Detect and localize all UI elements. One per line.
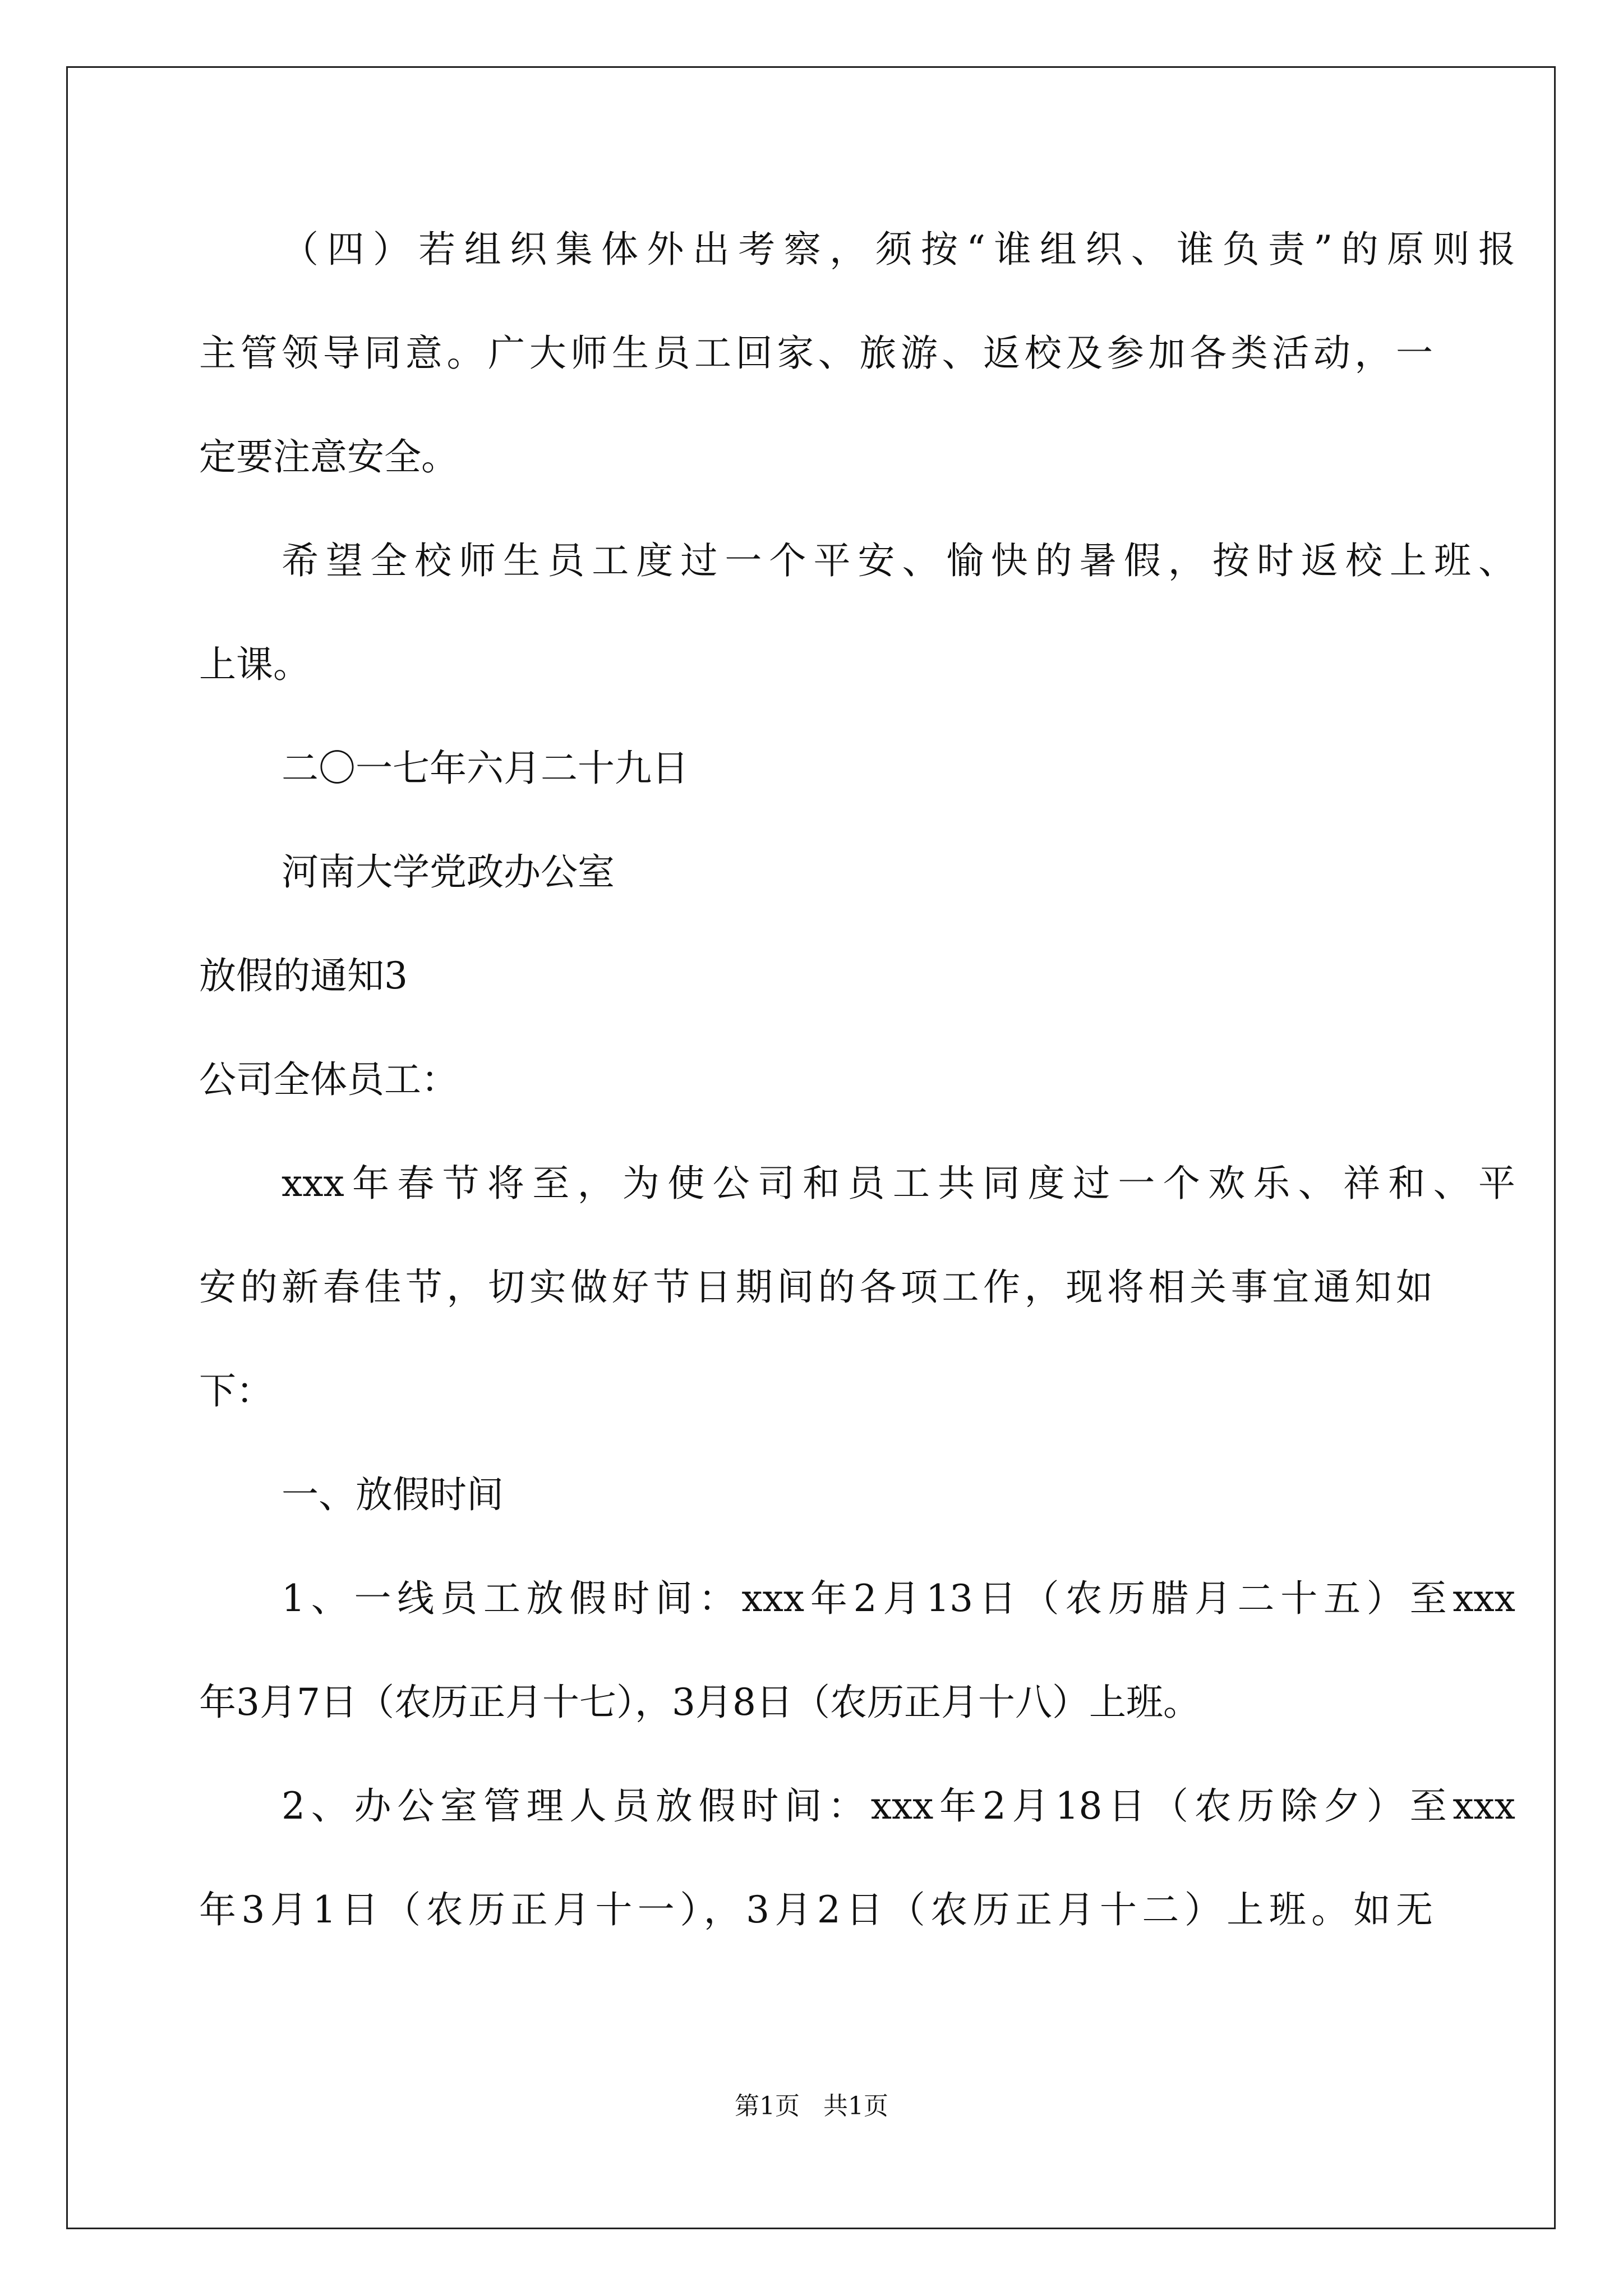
section-heading: 一、放假时间 bbox=[282, 1473, 504, 1516]
text-line-14: 1、一线员工放假时间：xxx年2月13日（农历腊月二十五）至xxx bbox=[282, 1577, 1515, 1620]
text-line-4: 希望全校师生员工度过一个平安、愉快的暑假，按时返校上班、 bbox=[282, 539, 1515, 582]
text-line-2: 主管领导同意。广大师生员工回家、旅游、返校及参加各类活动，一 bbox=[199, 332, 1433, 375]
text-line-1: （四）若组织集体外出考察，须按“谁组织、谁负责”的原则报 bbox=[282, 228, 1515, 271]
text-line-5: 上课。 bbox=[199, 643, 310, 686]
notice-title: 放假的通知3 bbox=[199, 954, 408, 997]
text-line-10: xxx年春节将至，为使公司和员工共同度过一个欢乐、祥和、平 bbox=[282, 1162, 1515, 1205]
text-line-12: 下： bbox=[199, 1369, 273, 1412]
text-line-11: 安的新春佳节，切实做好节日期间的各项工作，现将相关事宜通知如 bbox=[199, 1266, 1433, 1309]
text-line-15: 年3月7日（农历正月十七），3月8日（农历正月十八）上班。 bbox=[199, 1681, 1200, 1724]
text-line-16: 2、办公室管理人员放假时间：xxx年2月18日（农历除夕）至xxx bbox=[282, 1784, 1515, 1828]
text-line-3: 定要注意安全。 bbox=[199, 435, 458, 478]
signature-office: 河南大学党政办公室 bbox=[282, 850, 615, 894]
date-line: 二〇一七年六月二十九日 bbox=[282, 747, 689, 790]
text-line-17: 年3月1日（农历正月十一），3月2日（农历正月十二）上班。如无 bbox=[199, 1888, 1433, 1931]
page-footer: 第1页 共1页 bbox=[735, 2092, 888, 2120]
salutation: 公司全体员工： bbox=[199, 1058, 458, 1101]
